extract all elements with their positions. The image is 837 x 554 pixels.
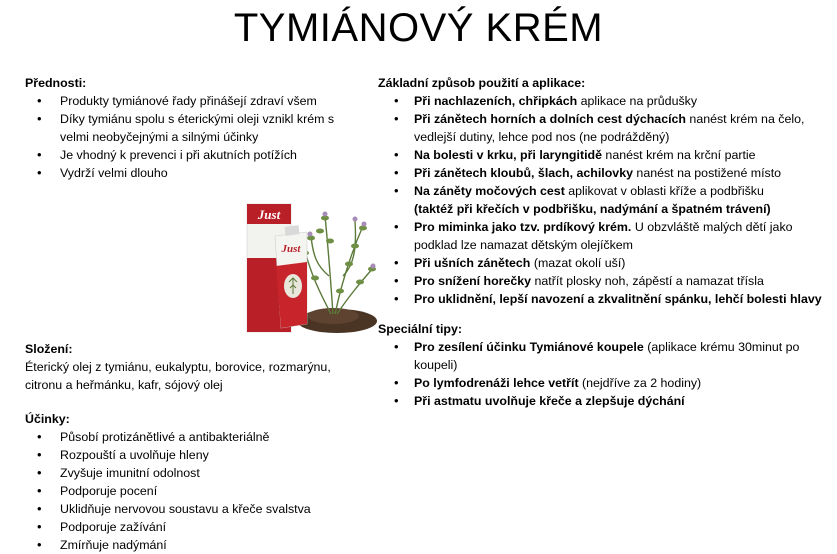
- specialni-section: [378, 320, 828, 410]
- thyme-plant-icon: [305, 216, 373, 314]
- list-item: • Vydrží velmi dlouho: [60, 164, 355, 182]
- list-item: • Při nachlazeních, chřipkách aplikace na průdušky: [414, 92, 828, 110]
- list-item: • Při zánětech horních a dolních cest dýchacích nanést krém na čelo, vedlejší dutiny, lehce pod nos (ne podrážděný): [414, 110, 828, 146]
- slozeni-text: Éterický olej z tymiánu, eukalyptu, borovice, rozmarýnu, citronu a heřmánku, kafr, sójový olej: [25, 360, 331, 392]
- slozeni-section: [25, 340, 355, 394]
- list-item: • Produkty tymiánové řady přinášejí zdraví všem: [60, 92, 355, 110]
- list-item: • Při ušních zánětech (mazat okolí uší): [414, 254, 828, 272]
- box-brand-label: Just: [257, 207, 281, 222]
- specialni-heading: Speciální tipy:: [378, 322, 462, 336]
- product-image: [245, 196, 379, 336]
- product-illustration: [245, 196, 379, 336]
- list-item: • Podporuje zažívání: [60, 518, 355, 536]
- list-item: • Na záněty močových cest aplikovat v oblasti kříže a podbřišku (taktéž při křečích v podbřišku, nadýmání a špatném trávení): [414, 182, 828, 218]
- list-item: • Zvyšuje imunitní odolnost: [60, 464, 355, 482]
- list-item: • Pro snížení horečky natřít plosky noh, zápěstí a namazat třísla: [414, 272, 828, 290]
- list-item: • Pro uklidnění, lepší navození a zkvalitnění spánku, lehčí bolesti hlavy: [414, 290, 828, 308]
- ucinky-list: [25, 428, 355, 554]
- prednosti-section: [25, 74, 355, 182]
- list-item: • Je vhodný k prevenci i při akutních potížích: [60, 146, 355, 164]
- specialni-list: [378, 338, 828, 410]
- list-item: • Po lymfodrenáži lehce vetřít (nejdříve za 2 hodiny): [414, 374, 828, 392]
- tube-brand-label: Just: [281, 243, 301, 255]
- list-item: • Díky tymiánu spolu s éterickými oleji vznikl krém s velmi neobyčejnými a silnými účinky: [60, 110, 355, 146]
- list-item: • Uklidňuje nervovou soustavu a křeče svalstva: [60, 500, 355, 518]
- prednosti-heading: Přednosti:: [25, 76, 87, 90]
- zakladni-section: [378, 74, 828, 308]
- list-item: • Při astmatu uvolňuje křeče a zlepšuje dýchání: [414, 392, 828, 410]
- slozeni-heading: Složení:: [25, 342, 73, 356]
- list-item: • Při zánětech kloubů, šlach, achilovky nanést na postižené místo: [414, 164, 828, 182]
- list-item: • Zmírňuje nadýmání: [60, 536, 355, 554]
- list-item: • Rozpouští a uvolňuje hleny: [60, 446, 355, 464]
- ucinky-heading: Účinky:: [25, 412, 70, 426]
- product-tube: [275, 225, 307, 328]
- page-title: TYMIÁNOVÝ KRÉM: [233, 6, 604, 50]
- ucinky-section: [25, 410, 355, 554]
- list-item: • Pro miminka jako tzv. prdíkový krém. U obzvláště malých dětí jako podklad lze namazat dětským olejíčkem: [414, 218, 828, 254]
- list-item: • Podporuje pocení: [60, 482, 355, 500]
- zakladni-heading: Základní způsob použití a aplikace:: [378, 76, 586, 90]
- list-item: • Působí protizánětlivé a antibakteriálně: [60, 428, 355, 446]
- right-column: [378, 74, 828, 410]
- list-item: • Pro zesílení účinku Tymiánové koupele (aplikace krému 30minut po koupeli): [414, 338, 828, 374]
- prednosti-list: [25, 92, 355, 182]
- zakladni-list: [378, 92, 828, 308]
- list-item: • Na bolesti v krku, při laryngitidě nanést krém na krční partie: [414, 146, 828, 164]
